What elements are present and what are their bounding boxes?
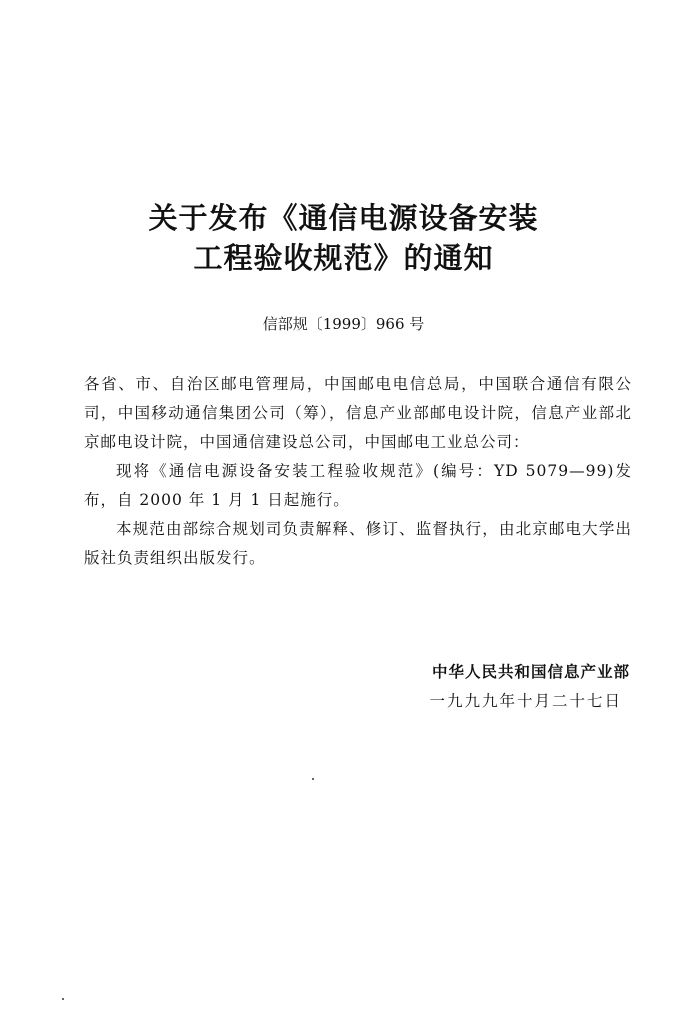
addressees-paragraph: 各省、市、自治区邮电管理局，中国邮电电信总局，中国联合通信有限公司，中国移动通信集团公司（筹），信息产业部邮电设计院，信息产业部北京邮电设计院，中国通信建设总公司，中国邮电工业总公司： bbox=[84, 375, 632, 451]
title-line-2: 工程验收规范》的通知 bbox=[193, 241, 494, 275]
issuer-signature: 中华人民共和国信息产业部 bbox=[431, 663, 630, 681]
notice-body bbox=[84, 370, 632, 573]
scan-speck bbox=[312, 778, 314, 780]
responsibility-paragraph: 本规范由部综合规划司负责解释、修订、监督执行，由北京邮电大学出版社负责组织出版发行。 bbox=[84, 520, 632, 567]
issue-date: 一九九九年十月二十七日 bbox=[429, 692, 622, 710]
scan-speck bbox=[62, 998, 64, 1000]
title-line-1: 关于发布《通信电源设备安装 bbox=[148, 201, 539, 235]
document-number: 信部规〔1999〕966 号 bbox=[262, 315, 425, 333]
issuance-paragraph: 现将《通信电源设备安装工程验收规范》(编号：YD 5079—99)发布，自 2000 年 1 月 1 日起施行。 bbox=[84, 462, 632, 509]
